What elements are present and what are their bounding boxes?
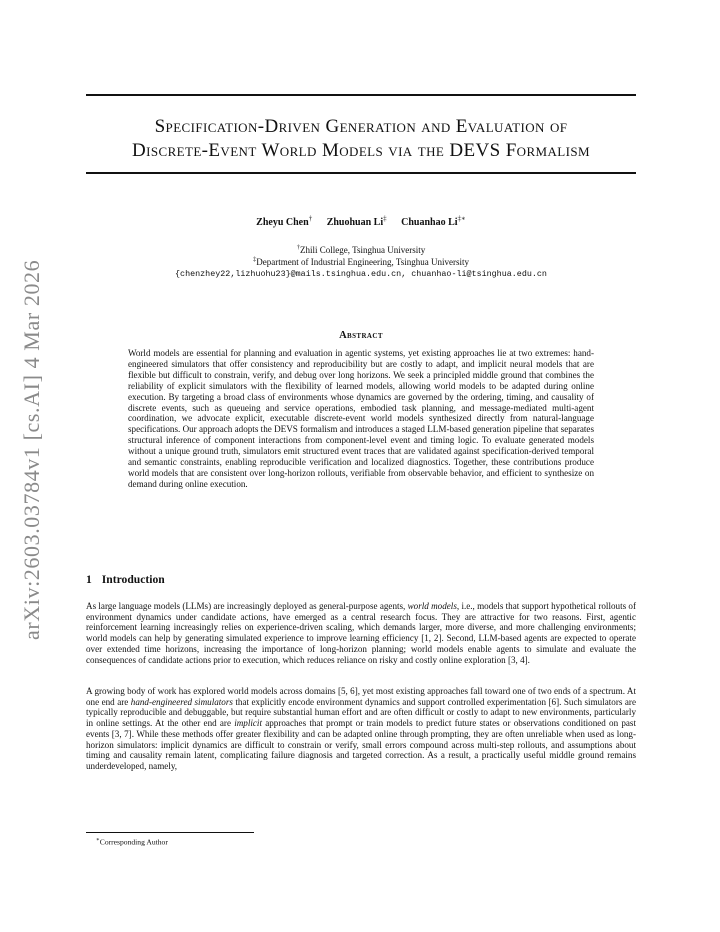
- author: Chuanhao Li‡∗: [401, 215, 466, 229]
- author: Zheyu Chen†: [256, 215, 313, 229]
- author-emails: {chenzhey22,lizhuohu23}@mails.tsinghua.edu.cn, chuanhao-li@tsinghua.edu.cn: [175, 269, 547, 279]
- section-title: Introduction: [101, 573, 165, 586]
- footnote-rule: [86, 832, 254, 833]
- author-list: [86, 215, 636, 228]
- arxiv-identifier: arXiv:2603.03784v1 [cs.AI] 4 Mar 2026: [19, 259, 44, 640]
- section-heading: [86, 573, 165, 586]
- title-line-2: Discrete-Event World Models via the DEVS Formalism: [132, 140, 590, 161]
- title-line-1: Specification-Driven Generation and Evaluation of: [154, 116, 568, 137]
- abstract-text: World models are essential for planning and evaluation in agentic systems, yet existing approaches lie at two extremes: hand-engineered simulators that offer consistency and reproducibility but are costly to adapt, and implicit neural models that are flexible but difficult to constrain, verify, and debug over long horizons. We seek a principled middle ground that combines the reliability of explicit simulators with the flexibility of learned models, allowing world models to be adapted during online execution. By targeting a broad class of environments whose dynamics are governed by the ordering, timing, and causality of discrete events, such as queueing and service operations, embodied task planning, and message-mediated multi-agent coordination, we advocate explicit, executable discrete-event world models synthesized directly from natural-language specifications. Our approach adopts the DEVS formalism and introduces a staged LLM-based generation pipeline that separates structural inference of component interactions from component-level event and timing logic. To evaluate generated models without a unique ground truth, simulators emit structured event traces that are validated against specification-derived temporal and semantic constraints, enabling reproducible verification and localized diagnostics. Together, these contributions produce world models that are consistent over long-horizon rollouts, verifiable from observable behavior, and efficient to synthesize on demand during online execution.: [128, 348, 594, 489]
- paper-title: [86, 115, 636, 163]
- author: Zhuohuan Li‡: [326, 215, 387, 229]
- affiliation: ‡Department of Industrial Engineering, Tsinghua University: [253, 256, 469, 267]
- title-top-rule: [86, 94, 636, 96]
- abstract-heading: Abstract: [339, 330, 383, 341]
- section-number: 1: [86, 573, 92, 586]
- footnote: ∗Corresponding Author: [96, 837, 168, 847]
- body-paragraph: A growing body of work has explored world models across domains [5, 6], yet most existing approaches fall toward one of two ends of a spectrum. At one end are hand-engineered simulators that explicitly encode environment dynamics and support controlled experimentation [6]. Such simulators are typically reproducible and debuggable, but require substantial human effort and are often difficult or costly to adapt to new environments, particularly in online settings. At the other end are implicit approaches that prompt or train models to predict future states or observations conditioned on past events [3, 7]. While these methods offer greater flexibility and can be adapted online through prompting, they are often unreliable when used as long-horizon simulators: implicit dynamics are difficult to constrain or verify, small errors compound across multi-step rollouts, and assumptions about timing and causality remain latent, complicating failure diagnosis and targeted correction. As a result, a practically useful middle ground remains underdeveloped, namely,: [86, 686, 636, 771]
- affiliation: †Zhili College, Tsinghua University: [296, 244, 426, 255]
- title-bottom-rule: [86, 172, 636, 174]
- body-paragraph: As large language models (LLMs) are increasingly deployed as general-purpose agents, world models, i.e., models that support hypothetical rollouts of environment dynamics under candidate actions, have emerged as a central research focus. They are attractive for two reasons. First, agentic reinforcement learning increasingly relies on experience-driven scaling, which demands larger, more diverse, and more challenging environments; world models can help by generating simulated experience to improve learning efficiency [1, 2]. Second, LLM-based agents are expected to operate over extended time horizons, increasing the importance of long-horizon planning; world models enable agents to simulate and evaluate the consequences of candidate actions prior to execution, which reduces reliance on risky and costly online exploration [3, 4].: [86, 601, 636, 665]
